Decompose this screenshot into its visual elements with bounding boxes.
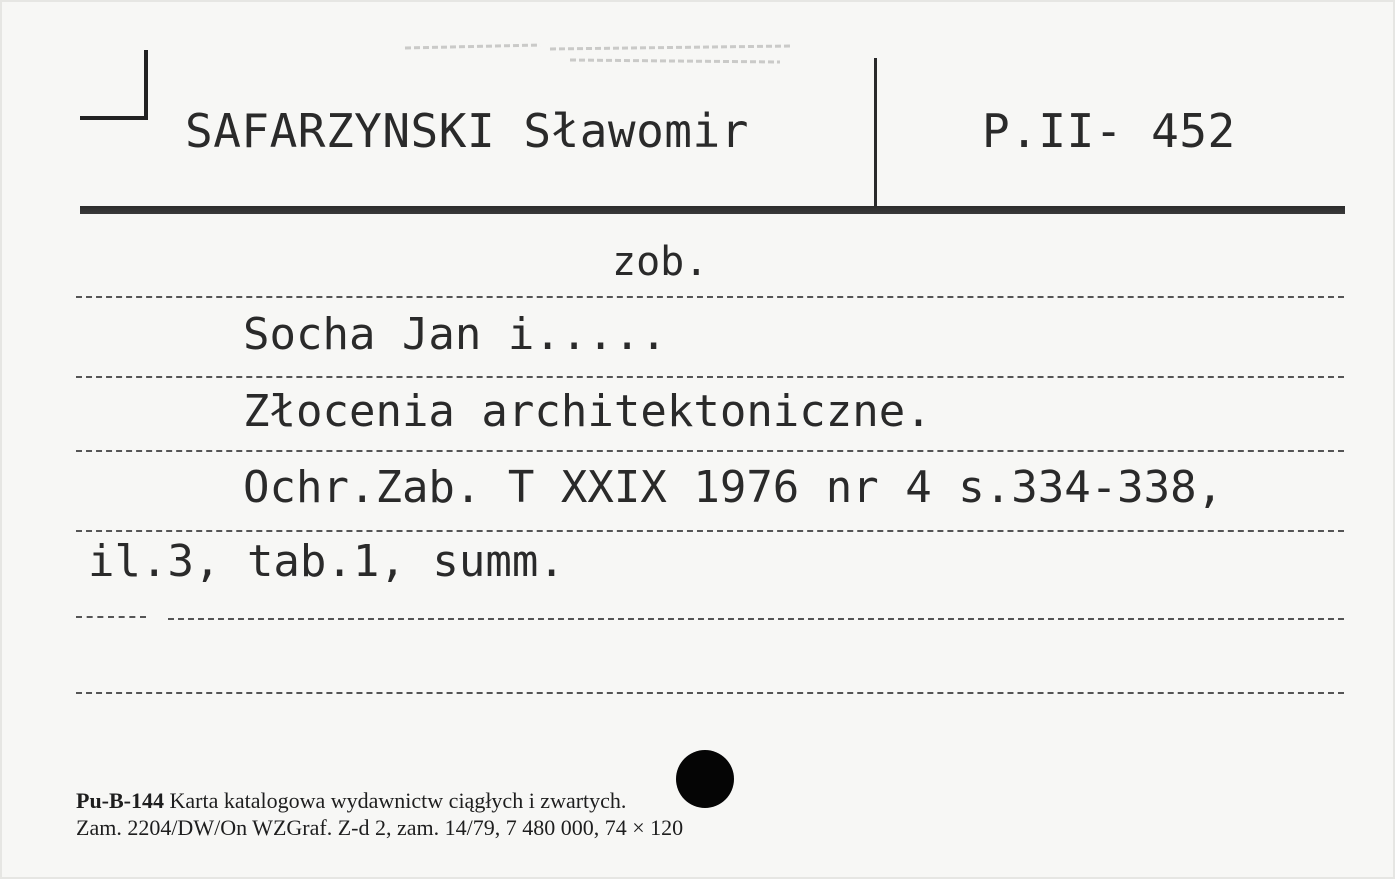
card-line-description: il.3, tab.1, summ. [88, 536, 565, 587]
corner-mark-horizontal [80, 116, 148, 120]
form-description: Karta katalogowa wydawnictw ciągłych i zwartych. [169, 788, 627, 813]
dotted-rule [76, 450, 1344, 452]
dotted-rule [76, 376, 1344, 378]
dotted-rule [76, 530, 1344, 532]
card-line-co-author: Socha Jan i..... [243, 309, 667, 360]
call-number: P.II- 452 [982, 104, 1236, 158]
header-divider [874, 58, 877, 214]
form-code: Pu-B-144 [76, 788, 164, 813]
author-name: SAFARZYNSKI Sławomir [185, 104, 749, 158]
corner-mark-vertical [144, 50, 148, 118]
punch-hole [676, 750, 734, 808]
dotted-rule [76, 692, 1344, 694]
footer-print-line: Zam. 2204/DW/On WZGraf. Z-d 2, zam. 14/79, 7 480 000, 74 × 120 [76, 815, 684, 840]
card-line-source: Ochr.Zab. T XXIX 1976 nr 4 s.334-338, [243, 462, 1224, 513]
header-rule [80, 206, 1345, 214]
dotted-rule [76, 616, 146, 618]
footer-form-line [76, 790, 626, 812]
faded-stamp-smudge [400, 40, 800, 70]
see-reference-label: zob. [612, 239, 709, 285]
dotted-rule [76, 296, 1344, 298]
dotted-rule [168, 618, 1344, 620]
card-line-title: Złocenia architektoniczne. [243, 386, 932, 437]
